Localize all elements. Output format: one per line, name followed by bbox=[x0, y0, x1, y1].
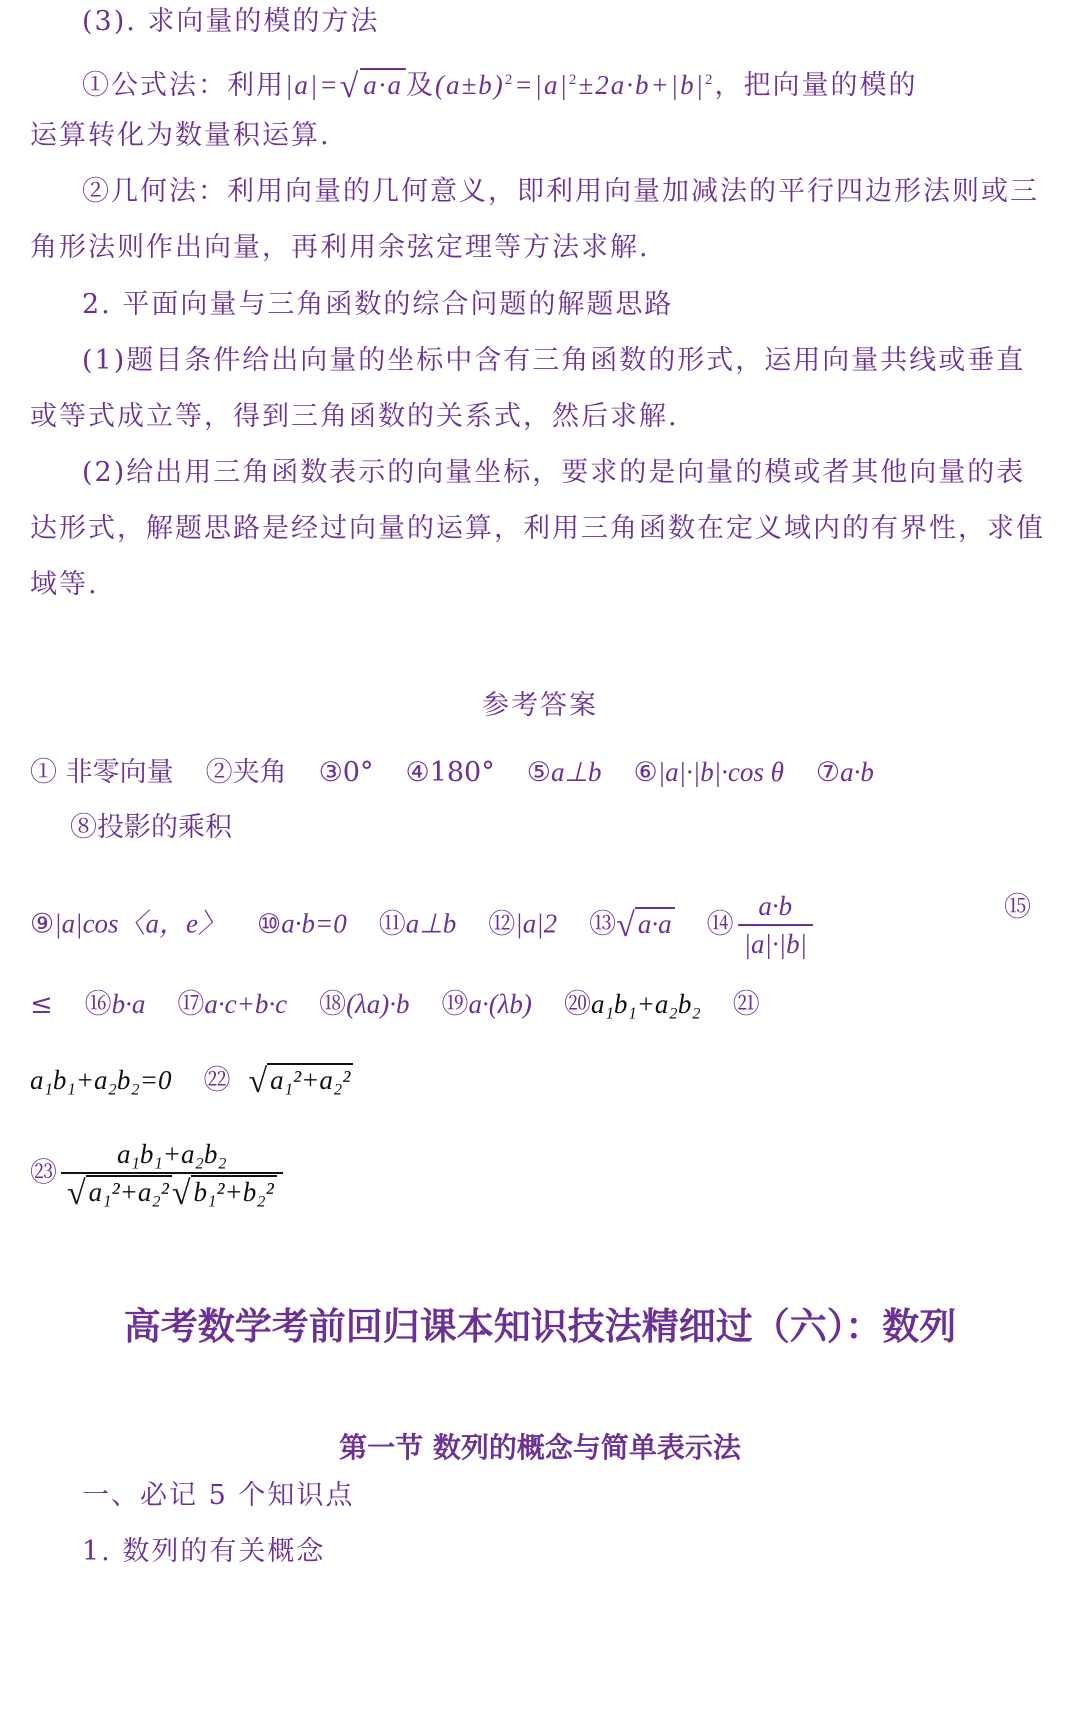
chapter-title: 高考数学考前回归课本知识技法精细过（六）：数列 bbox=[123, 1304, 957, 1348]
answer-22: √ a₁²+a₂² bbox=[249, 1060, 354, 1102]
concepts-heading: 1. 数列的有关概念 bbox=[82, 1536, 326, 1567]
knowledge-points-heading: 一、必记 5 个知识点 bbox=[82, 1480, 355, 1511]
answer-1: ① 非零向量 bbox=[30, 757, 174, 788]
answer-21: a₁b₁+a₂b₂=0 bbox=[30, 1065, 172, 1095]
answer-6: |a|·|b|·cos θ bbox=[657, 757, 784, 787]
answer-19: a·(λb) bbox=[468, 989, 532, 1019]
answer-14-number: ⑭ bbox=[706, 908, 734, 940]
answer-6-number: ⑥ bbox=[633, 757, 658, 788]
trig-heading: 2. 平面向量与三角函数的综合问题的解题思路 bbox=[82, 289, 674, 320]
answers-row-4 bbox=[30, 984, 760, 1025]
answer-23-numerator: a₁b₁+a₂b₂ bbox=[61, 1136, 283, 1174]
answers-heading: 参考答案 bbox=[482, 690, 598, 721]
answer-7: a·b bbox=[840, 757, 874, 787]
answer-3: ③0° bbox=[318, 757, 374, 788]
answer-20-number: ⑳ bbox=[563, 989, 591, 1020]
answer-19-number: ⑲ bbox=[441, 989, 469, 1020]
formula-mid: 及 bbox=[406, 70, 435, 101]
trig-p1-line1: (1)题目条件给出向量的坐标中含有三角函数的形式，运用向量共线或垂直 bbox=[82, 345, 1026, 376]
answer-2: ②夹角 bbox=[205, 757, 287, 788]
answer-17-number: ⑰ bbox=[177, 989, 205, 1020]
geometric-method-line1: ②几何法：利用向量的几何意义，即利用向量加减法的平行四边形法则或三 bbox=[82, 176, 1039, 207]
trig-p2-line3: 域等. bbox=[30, 569, 99, 600]
answer-13-number: ⑬ bbox=[589, 908, 617, 940]
answer-16-number: ⑯ bbox=[84, 989, 112, 1020]
modulus-formula: |a|=√ a·a bbox=[285, 70, 406, 100]
answer-8: ⑧投影的乘积 bbox=[70, 812, 232, 843]
answer-12-number: ⑫ bbox=[488, 908, 516, 940]
answer-11: a⊥b bbox=[405, 908, 457, 939]
answer-14-fraction bbox=[738, 888, 813, 962]
trig-p2-line1: (2)给出用三角函数表示的向量坐标，要求的是向量的模或者其他向量的表 bbox=[82, 457, 1026, 488]
answer-14-numerator: a·b bbox=[738, 888, 813, 926]
answers-row-3 bbox=[30, 888, 817, 962]
answer-17: a·c+b·c bbox=[204, 989, 288, 1019]
square-expansion-formula: $(a\pm b)^2=|a|^2\pm 2a\cdot b+|b|^2$ bbox=[435, 70, 715, 100]
answers-row-1 bbox=[30, 752, 874, 793]
answer-5: a⊥b bbox=[550, 757, 602, 787]
trig-p2-line2: 达形式，解题思路是经过向量的运算，利用三角函数在定义域内的有界性，求值 bbox=[30, 513, 1045, 544]
answer-15: ≤ bbox=[30, 989, 53, 1020]
answer-12: |a|2 bbox=[515, 908, 558, 939]
answer-23-fraction bbox=[61, 1136, 283, 1212]
answer-21-number: ㉑ bbox=[732, 989, 760, 1020]
answer-14-denominator: |a|·|b| bbox=[743, 929, 808, 959]
answer-20: a₁b₁+a₂b₂ bbox=[590, 989, 701, 1019]
answers-row-6 bbox=[30, 1136, 287, 1212]
answer-4: ④180° bbox=[405, 757, 495, 788]
answer-22-number: ㉒ bbox=[203, 1065, 231, 1096]
geometric-method-line2: 角形法则作出向量，再利用余弦定理等方法求解. bbox=[30, 232, 650, 263]
answer-13-radicand: a·a bbox=[635, 907, 675, 939]
answer-10: a·b=0 bbox=[281, 908, 347, 939]
formula-line bbox=[82, 60, 918, 107]
answer-18: (λa)·b bbox=[346, 989, 410, 1019]
answer-15-number: ⑮ bbox=[1004, 892, 1031, 923]
answer-9: |a|cos〈a，e〉 bbox=[54, 908, 226, 939]
answer-5-number: ⑤ bbox=[526, 757, 551, 788]
section-title: 第一节 数列的概念与简单表示法 bbox=[339, 1431, 741, 1464]
method-heading: (3). 求向量的模的方法 bbox=[82, 6, 380, 37]
answer-22-radicand: a₁²+a₂² bbox=[267, 1063, 353, 1095]
trig-p1-line2: 或等式成立等，得到三角函数的关系式，然后求解. bbox=[30, 401, 679, 432]
answer-11-number: ⑪ bbox=[378, 908, 406, 940]
answer-23-radicand-a: a₁²+a₂² bbox=[86, 1175, 172, 1207]
answer-23-number: ㉓ bbox=[30, 1157, 57, 1189]
answer-18-number: ⑱ bbox=[319, 989, 347, 1020]
formula-tail: ，把向量的模的 bbox=[714, 70, 918, 101]
answers-row-5 bbox=[30, 1060, 353, 1102]
answer-16: b·a bbox=[111, 989, 146, 1019]
answer-9-number: ⑨ bbox=[30, 908, 55, 940]
answer-23-denominator: √ a₁²+a₂²√ b₁²+b₂² bbox=[61, 1174, 283, 1212]
answer-10-number: ⑩ bbox=[257, 908, 282, 940]
answer-23-radicand-b: b₁²+b₂² bbox=[191, 1175, 277, 1207]
formula-prefix: ①公式法：利用 bbox=[82, 70, 285, 101]
answer-7-number: ⑦ bbox=[815, 757, 841, 788]
answer-13: √ a·a bbox=[616, 904, 674, 946]
formula-continuation: 运算转化为数量积运算. bbox=[30, 120, 331, 151]
